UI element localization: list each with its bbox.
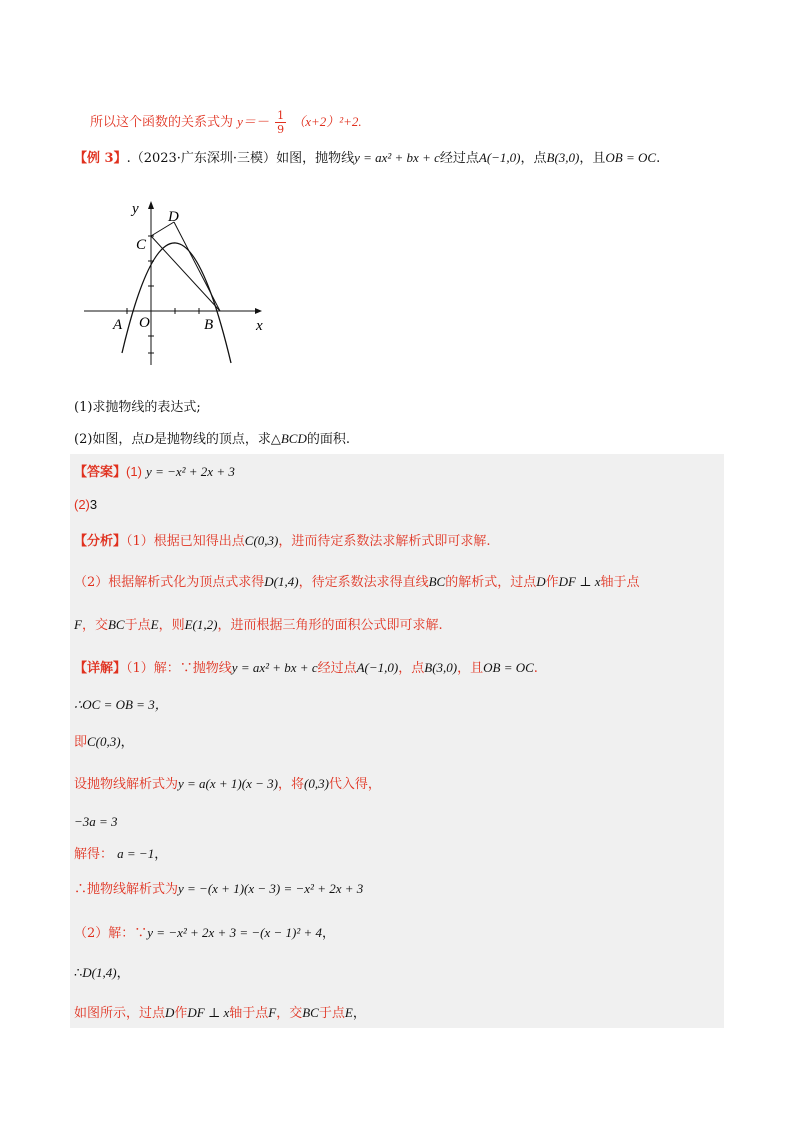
- analysis-text: ，则: [158, 618, 185, 633]
- answer-tag: 【答案】: [74, 465, 127, 480]
- example-source: .（2023·广东深圳·三模）: [126, 151, 277, 166]
- detail-text: 轴于点: [229, 1006, 269, 1021]
- parabola-figure: [80, 193, 280, 368]
- detail-equation: y = a(x + 1)(x − 3): [178, 776, 278, 791]
- question-text: (2)如图，点: [74, 432, 145, 447]
- detail-tag: 【详解】: [74, 661, 127, 676]
- axis-x-label: x: [256, 318, 263, 334]
- analysis-tag: 【分析】: [74, 534, 127, 549]
- point-b: B(3,0): [424, 660, 458, 675]
- point-d: D: [536, 574, 546, 589]
- point-coords: (0,3): [303, 776, 329, 791]
- detail-text: 解得：: [74, 847, 114, 862]
- question-1: (1)求抛物线的表达式;: [74, 400, 201, 415]
- point-a: A(−1,0): [478, 150, 521, 165]
- analysis-text: 作: [545, 575, 559, 590]
- example-text: 经过点: [439, 151, 479, 166]
- example-text: .: [656, 151, 661, 166]
- point-d: D(1,4): [82, 965, 117, 980]
- perpendicular-df: DF ⊥ x: [187, 1005, 230, 1020]
- line-bc: BC: [428, 574, 446, 589]
- detail-equation: y = ax² + bx + c: [231, 660, 318, 675]
- label-c: C: [136, 237, 147, 253]
- analysis-line-1: [74, 533, 491, 550]
- detail-line-4: [74, 776, 381, 793]
- fraction-numerator: 1: [277, 109, 285, 122]
- detail-line-2: ∴OC = OB = 3，: [74, 697, 168, 712]
- detail-line-6: [74, 846, 167, 863]
- point-e: E: [150, 617, 159, 632]
- example-text: ，点: [520, 151, 547, 166]
- fraction: [275, 110, 286, 135]
- point-e: E: [344, 1005, 353, 1020]
- answer-2-label: (2): [74, 497, 90, 512]
- analysis-text: 轴于点: [600, 575, 640, 590]
- conclusion-expr-lhs: y＝－: [237, 114, 269, 129]
- point-c: C(0,3): [87, 734, 121, 749]
- analysis-text: （1）根据已知得出点: [126, 534, 245, 549]
- detail-equation: y = −(x + 1)(x − 3) = −x² + 2x + 3: [178, 881, 364, 896]
- label-o: O: [139, 315, 150, 331]
- detail-text: （1）解：∵抛物线: [126, 661, 232, 676]
- x-axis-arrow: [255, 308, 262, 314]
- detail-line-9: [74, 965, 130, 982]
- analysis-line-3: [74, 617, 443, 634]
- answer-2-value: 3: [89, 497, 98, 512]
- answer-1-expr: y = −x² + 2x + 3: [146, 464, 235, 479]
- point-c: C(0,3): [244, 533, 279, 548]
- detail-text: 代入得，: [328, 777, 381, 792]
- previous-conclusion: [90, 110, 362, 135]
- detail-text: ，点: [398, 661, 425, 676]
- answer-line-1: [74, 464, 235, 481]
- analysis-text: 于点: [124, 618, 151, 633]
- detail-line-1: [74, 660, 538, 677]
- example-tag: 【例 3】: [74, 151, 127, 166]
- point-e-coords: E(1,2): [184, 617, 218, 632]
- label-d: D: [168, 209, 179, 225]
- example-text: ，且: [579, 151, 606, 166]
- detail-text: ，: [352, 1006, 366, 1021]
- conclusion-text: 所以这个函数的关系式为: [90, 115, 234, 130]
- detail-text: （2）解：∵: [74, 926, 148, 941]
- point-f: F: [268, 1005, 277, 1020]
- answer-line-2: [74, 497, 97, 514]
- line-bc: BC: [302, 1005, 319, 1020]
- question-2: [74, 431, 350, 448]
- example-equation: y = ax² + bx + c: [354, 150, 440, 165]
- analysis-text: （2）根据解析式化为顶点式求得: [74, 575, 265, 590]
- point-a: A(−1,0): [356, 660, 399, 675]
- detail-text: 经过点: [317, 661, 357, 676]
- analysis-line-2: [74, 574, 639, 591]
- perpendicular-df: DF ⊥ x: [558, 574, 601, 589]
- detail-text: ，且: [457, 661, 484, 676]
- label-a: A: [113, 317, 123, 333]
- detail-text: 作: [174, 1006, 188, 1021]
- triangle-bcd: △BCD: [270, 431, 307, 446]
- axis-y-label: y: [132, 201, 139, 217]
- fraction-denominator: 9: [277, 123, 285, 136]
- analysis-text: ，交: [81, 618, 108, 633]
- detail-text: ∴抛物线解析式为: [74, 882, 179, 897]
- condition: OB = OC: [605, 150, 657, 165]
- point-f: F: [74, 617, 82, 632]
- analysis-text: ，进而待定系数法求解析式即可求解.: [278, 534, 491, 549]
- detail-line-8: [74, 925, 335, 942]
- analysis-text: ，进而根据三角形的面积公式即可求解.: [217, 618, 443, 633]
- detail-text: 设抛物线解析式为: [74, 777, 179, 792]
- analysis-text: 的解析式，过点: [445, 575, 537, 590]
- label-b: B: [204, 317, 214, 333]
- detail-line-3: [74, 734, 134, 751]
- detail-text: ，: [120, 735, 134, 750]
- analysis-text: ，待定系数法求得直线: [298, 575, 429, 590]
- detail-text: .: [533, 661, 538, 676]
- detail-text: ∴: [74, 966, 83, 981]
- conclusion-expr-rhs: （x+2）²+2.: [292, 114, 362, 129]
- detail-equation: y = −x² + 2x + 3 = −(x − 1)² + 4: [147, 925, 322, 940]
- detail-text: ，: [116, 966, 130, 981]
- detail-line-5: −3a = 3: [74, 814, 118, 829]
- y-axis-arrow: [148, 201, 154, 209]
- point-d: D(1,4): [264, 574, 299, 589]
- detail-text: 于点: [318, 1006, 345, 1021]
- line-bc: BC: [107, 617, 125, 632]
- parabola-curve: [122, 243, 231, 363]
- detail-text: ，将: [277, 777, 304, 792]
- detail-text: ，交: [276, 1006, 303, 1021]
- detail-text: ，: [322, 926, 336, 941]
- example-statement: [74, 150, 660, 167]
- question-text: 是抛物线的顶点，求: [153, 432, 271, 447]
- detail-text: 如图所示，过点: [74, 1006, 166, 1021]
- detail-text: ，: [154, 847, 168, 862]
- segment-db: [174, 222, 220, 311]
- question-text: 的面积.: [306, 432, 350, 447]
- detail-line-10: [74, 1005, 366, 1022]
- point-d: D: [165, 1005, 175, 1020]
- point-d: D: [144, 431, 154, 446]
- answer-1-label: (1): [126, 464, 142, 479]
- detail-line-7: [74, 881, 363, 898]
- point-b: B(3,0): [546, 150, 580, 165]
- detail-equation: a = −1: [117, 846, 155, 861]
- detail-text: 即: [74, 735, 88, 750]
- example-text: 如图，抛物线: [276, 151, 355, 166]
- condition: OB = OC: [483, 660, 534, 675]
